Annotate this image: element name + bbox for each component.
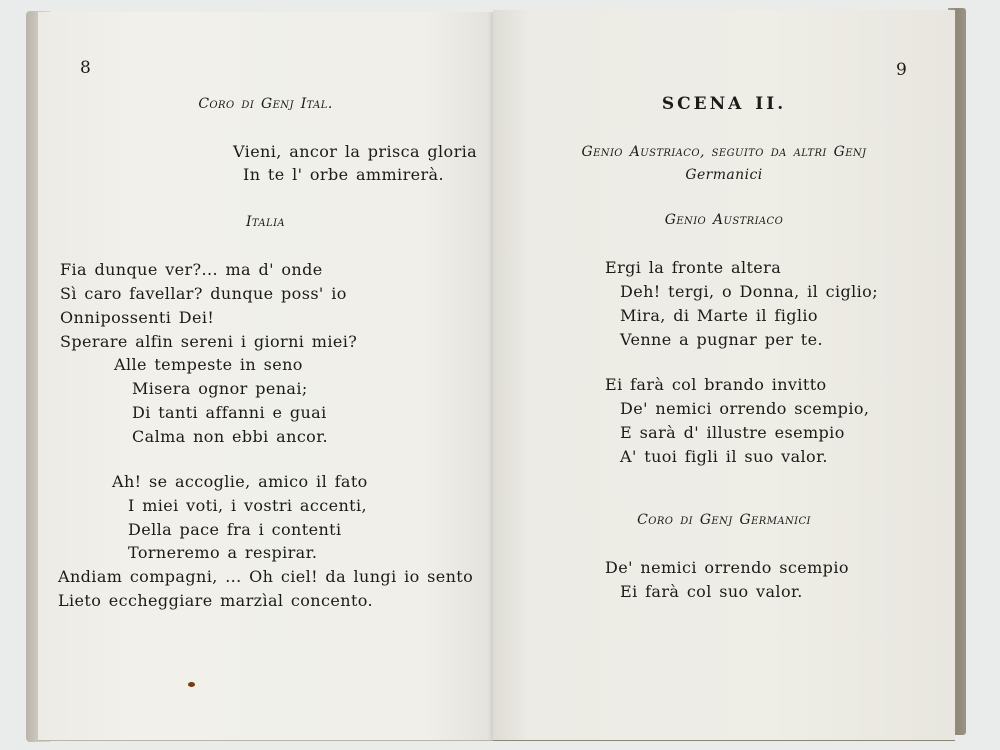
verse-line: Sì caro favellar? dunque poss' io: [60, 284, 347, 303]
verse-line: A' tuoi figli il suo valor.: [620, 447, 828, 466]
page-number: 8: [80, 58, 91, 78]
stage-direction: Germanici: [685, 167, 763, 183]
verse-line: Ei farà col suo valor.: [620, 582, 803, 601]
verse-line: In te l' orbe ammirerà.: [243, 165, 444, 184]
verse-line: Della pace fra i contenti: [128, 520, 342, 539]
verse-line: E sarà d' illustre esempio: [620, 423, 845, 442]
verse-line: Andiam compagni, ... Oh ciel! da lungi io sento: [58, 567, 474, 586]
verse-line: Alle tempeste in seno: [114, 355, 303, 374]
verse-line: Sperare alfin sereni i giorni miei?: [60, 332, 358, 351]
left-page: [38, 12, 493, 741]
verse-line: Lieto eccheggiare marzìal concento.: [58, 591, 374, 610]
verse-line: Ergi la fronte altera: [605, 258, 782, 277]
verse-line: Calma non ebbi ancor.: [132, 427, 328, 446]
verse-line: Deh! tergi, o Donna, il ciglio;: [620, 282, 878, 301]
speaker-heading: Coro di Genj Ital.: [198, 96, 333, 112]
verse-line: De' nemici orrendo scempio: [605, 558, 849, 577]
speaker-heading: Italia: [245, 214, 286, 230]
verse-line: Vieni, ancor la prisca gloria: [233, 142, 478, 161]
verse-line: Misera ognor penai;: [132, 379, 308, 398]
verse-line: Ah! se accoglie, amico il fato: [112, 472, 368, 491]
verse-line: Venne a pugnar per te.: [620, 330, 823, 349]
verse-line: Di tanti affanni e guai: [132, 403, 327, 422]
right-page: [493, 10, 955, 741]
verse-line: Ei farà col brando invitto: [605, 375, 827, 394]
speaker-heading: Genio Austriaco: [664, 212, 784, 228]
verse-line: Fia dunque ver?... ma d' onde: [60, 260, 323, 279]
stage-direction: Genio Austriaco, seguito da altri Genj: [581, 144, 867, 160]
verse-line: Mira, di Marte il figlio: [620, 306, 818, 325]
page-number: 9: [896, 60, 907, 80]
verse-line: Torneremo a respirar.: [128, 543, 318, 562]
verse-line: I miei voti, i vostri accenti,: [128, 496, 367, 515]
ink-stain: [188, 682, 195, 687]
scene-title: SCENA II.: [661, 94, 787, 114]
speaker-heading: Coro di Genj Germanici: [637, 512, 811, 528]
verse-line: Onnipossenti Dei!: [60, 308, 215, 327]
verse-line: De' nemici orrendo scempio,: [620, 399, 870, 418]
